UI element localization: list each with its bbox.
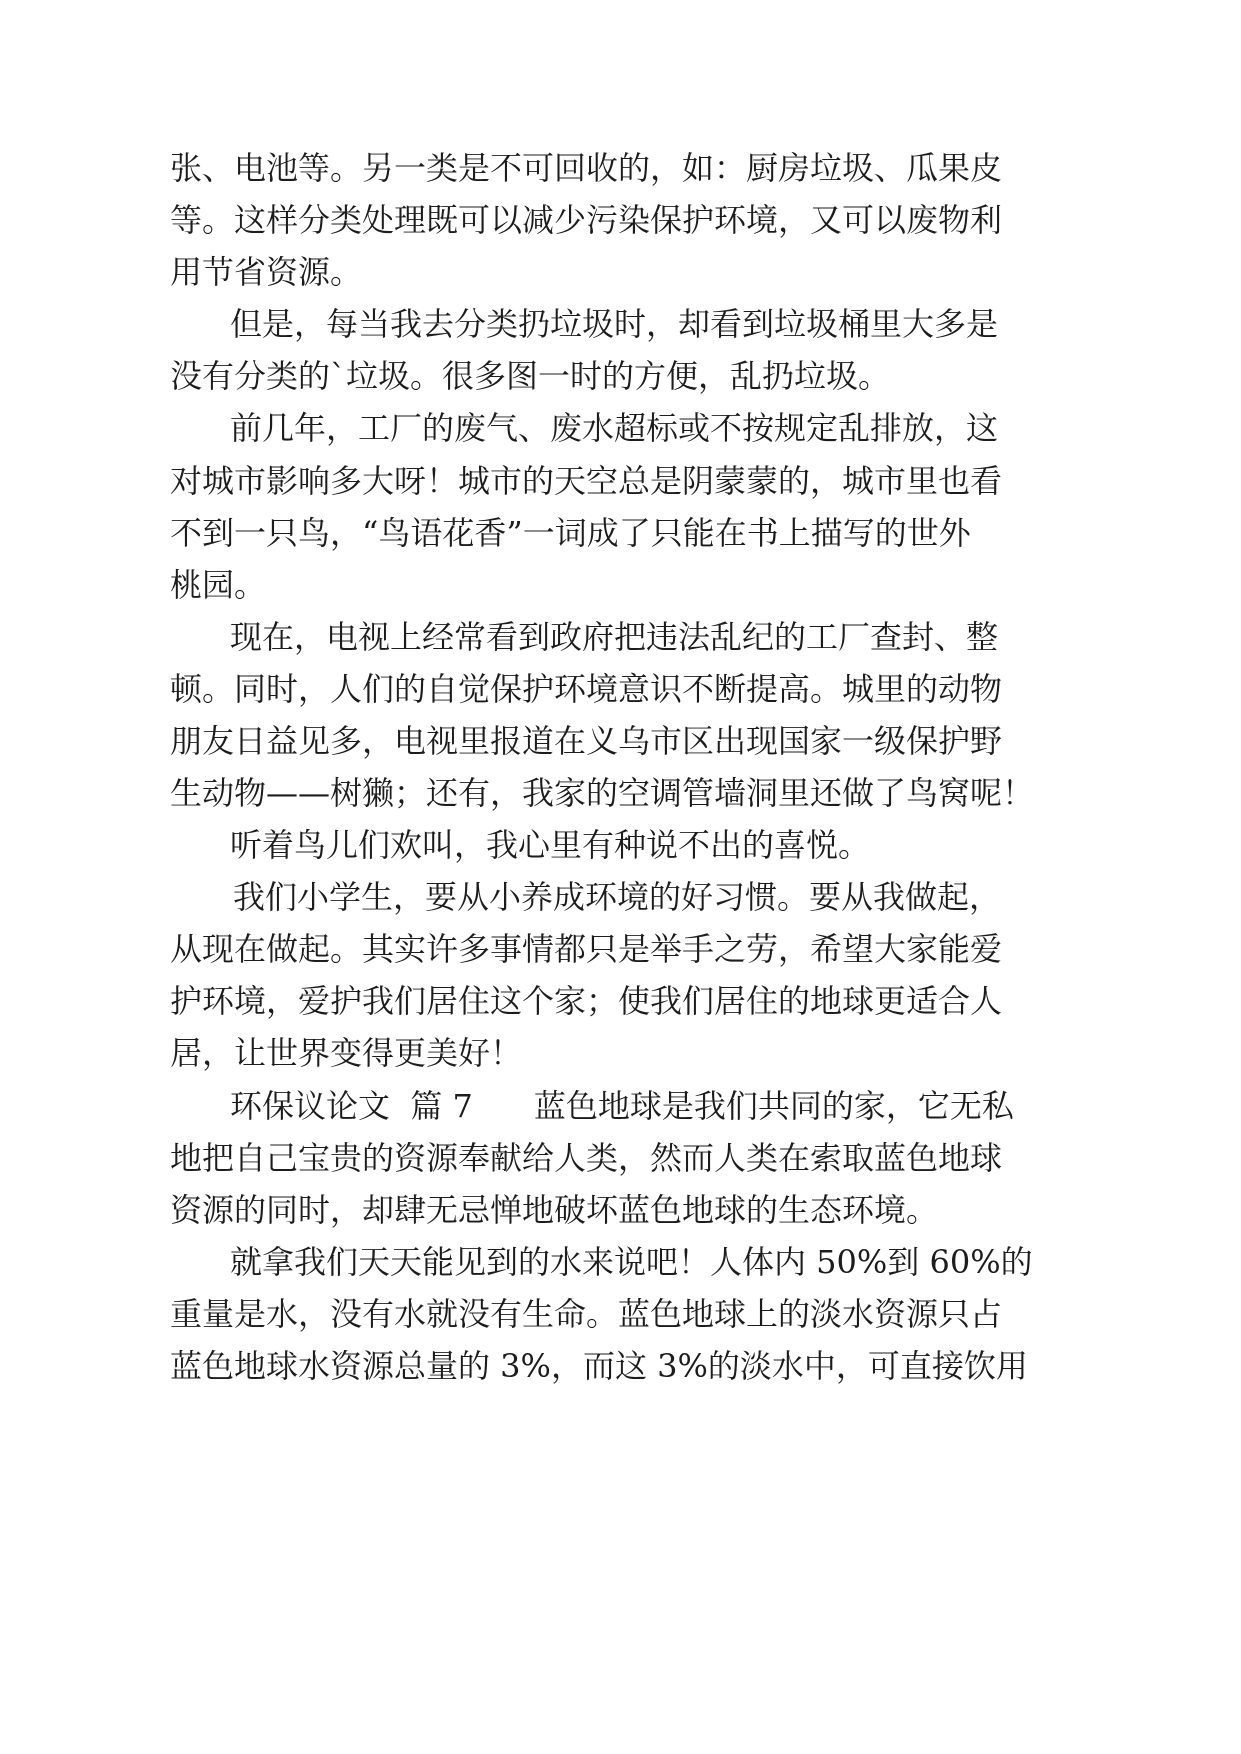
text-line: 生动物——树獭；还有，我家的空调管墙洞里还做了鸟窝呢！ [170, 774, 1035, 812]
text-line: 环保议论文 篇 7 蓝色地球是我们共同的家，它无私 [230, 1087, 1014, 1125]
text-line: 重量是水，没有水就没有生命。蓝色地球上的淡水资源只占 [170, 1295, 1003, 1333]
text-line: 蓝色地球水资源总量的 3%，而这 3%的淡水中，可直接饮用 [170, 1347, 1028, 1385]
text-line: 不到一只鸟，“鸟语花香”一词成了只能在书上描写的世外 [170, 514, 971, 552]
text-line: 但是，每当我去分类扔垃圾时，却看到垃圾桶里大多是 [230, 305, 999, 343]
text-line: 从现在做起。其实许多事情都只是举手之劳，希望大家能爱 [170, 930, 1003, 968]
text-line: 张、电池等。另一类是不可回收的，如：厨房垃圾、瓜果皮 [170, 149, 1003, 187]
text-line: 顿。同时，人们的自觉保护环境意识不断提高。城里的动物 [170, 670, 1003, 708]
text-line: 资源的同时，却肆无忌惮地破坏蓝色地球的生态环境。 [170, 1191, 939, 1229]
text-line: 我们小学生，要从小养成环境的好习惯。要从我做起， [233, 878, 1002, 916]
text-line: 没有分类的`垃圾。很多图一时的方便，乱扔垃圾。 [170, 357, 891, 395]
text-line: 对城市影响多大呀！城市的天空总是阴蒙蒙的，城市里也看 [170, 462, 1003, 500]
text-line: 现在，电视上经常看到政府把违法乱纪的工厂查封、整 [230, 618, 999, 656]
text-line: 就拿我们天天能见到的水来说吧！人体内 50%到 60%的 [230, 1243, 1033, 1281]
text-line: 护环境，爱护我们居住这个家；使我们居住的地球更适合人 [170, 982, 1003, 1020]
text-line: 朋友日益见多，电视里报道在义乌市区出现国家一级保护野 [170, 722, 1003, 760]
text-line: 桃园。 [170, 566, 267, 604]
text-line: 听着鸟儿们欢叫，我心里有种说不出的喜悦。 [230, 826, 871, 864]
text-line: 地把自己宝贵的资源奉献给人类，然而人类在索取蓝色地球 [170, 1139, 1003, 1177]
text-line: 用节省资源。 [170, 253, 363, 291]
text-line: 等。这样分类处理既可以减少污染保护环境，又可以废物利 [170, 201, 1003, 239]
text-line: 居，让世界变得更美好！ [170, 1034, 523, 1072]
text-line: 前几年，工厂的废气、废水超标或不按规定乱排放，这 [230, 409, 999, 447]
